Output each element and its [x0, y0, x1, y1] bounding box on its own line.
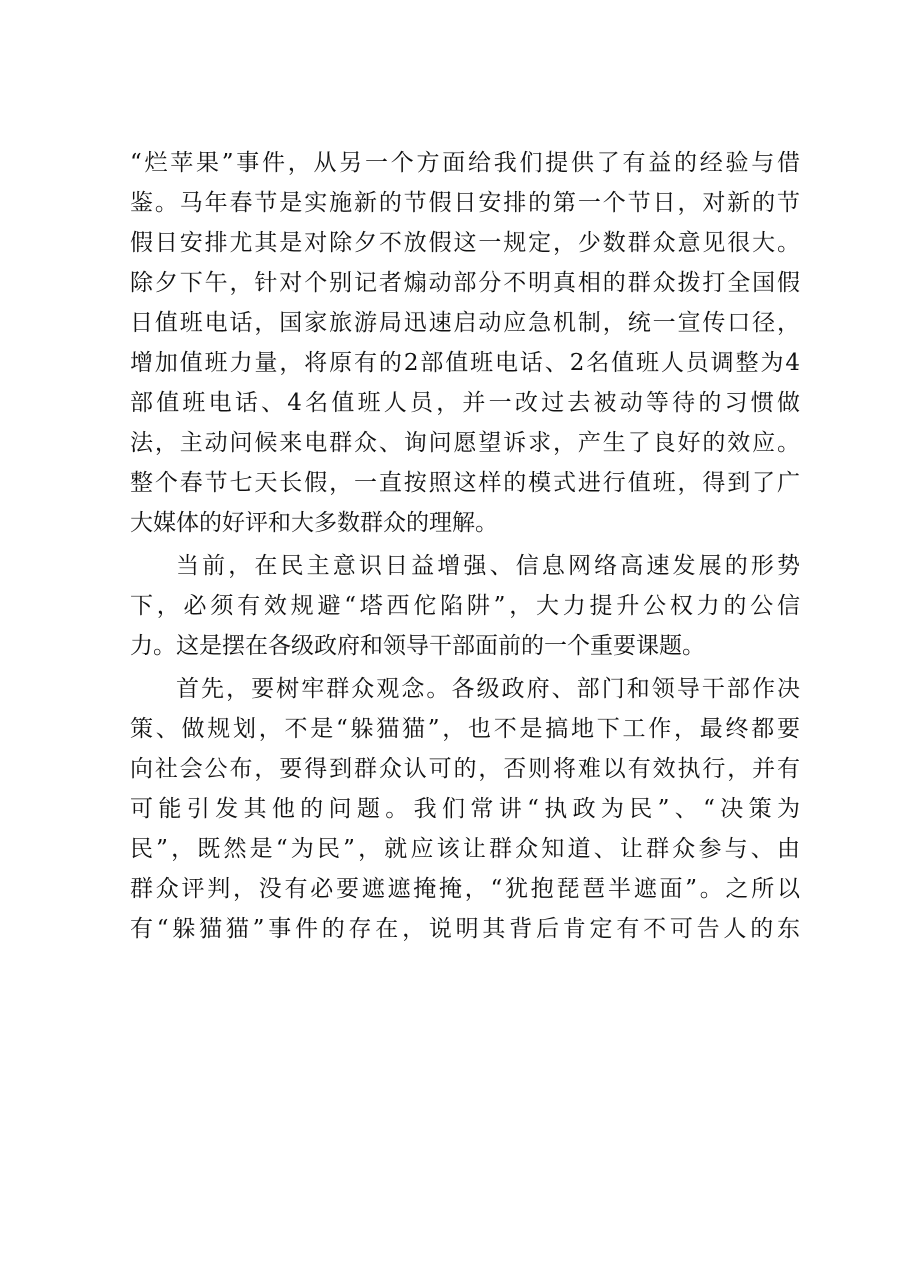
paragraph-1 [130, 143, 800, 543]
paragraph-2 [130, 546, 800, 666]
text-line: 力。这是摆在各级政府和领导干部面前的一个重要课题。 [130, 633, 705, 659]
text-line: 当前，在民主意识日益增强、信息网络高速发展的形势 [176, 553, 800, 579]
text-line: 部值班电话、4名值班人员，并一改过去被动等待的习惯做 [130, 390, 800, 416]
paragraph-3 [130, 669, 800, 949]
text-line: 首先，要树牢群众观念。各级政府、部门和领导干部作决 [176, 676, 800, 702]
text-line: 增加值班力量，将原有的2部值班电话、2名值班人员调整为4 [130, 350, 800, 376]
text-line: 鉴。马年春节是实施新的节假日安排的第一个节日，对新的节 [130, 190, 800, 216]
text-line: 除夕下午，针对个别记者煽动部分不明真相的群众拨打全国假 [130, 270, 800, 296]
text-line: 下，必须有效规避“塔西佗陷阱”，大力提升公权力的公信 [130, 593, 800, 619]
body-text [130, 143, 800, 949]
text-line: 假日安排尤其是对除夕不放假这一规定，少数群众意见很大。 [130, 230, 800, 256]
text-line: 法，主动问候来电群众、询问愿望诉求，产生了良好的效应。 [130, 430, 800, 456]
text-line: 向社会公布，要得到群众认可的，否则将难以有效执行，并有 [130, 756, 800, 782]
text-line: “烂苹果”事件，从另一个方面给我们提供了有益的经验与借 [130, 150, 800, 176]
text-line: 可能引发其他的问题。我们常讲“执政为民”、“决策为 [130, 796, 800, 822]
text-line: 群众评判，没有必要遮遮掩掩，“犹抱琵琶半遮面”。之所以 [130, 876, 800, 902]
text-line: 日值班电话，国家旅游局迅速启动应急机制，统一宣传口径， [130, 310, 800, 336]
text-line: 有“躲猫猫”事件的存在，说明其背后肯定有不可告人的东 [130, 916, 800, 942]
text-line: 民”，既然是“为民”，就应该让群众知道、让群众参与、由 [130, 836, 800, 862]
text-line: 大媒体的好评和大多数群众的理解。 [130, 510, 498, 536]
text-line: 策、做规划，不是“躲猫猫”，也不是搞地下工作，最终都要 [130, 716, 800, 742]
text-line: 整个春节七天长假，一直按照这样的模式进行值班，得到了广 [130, 470, 800, 496]
